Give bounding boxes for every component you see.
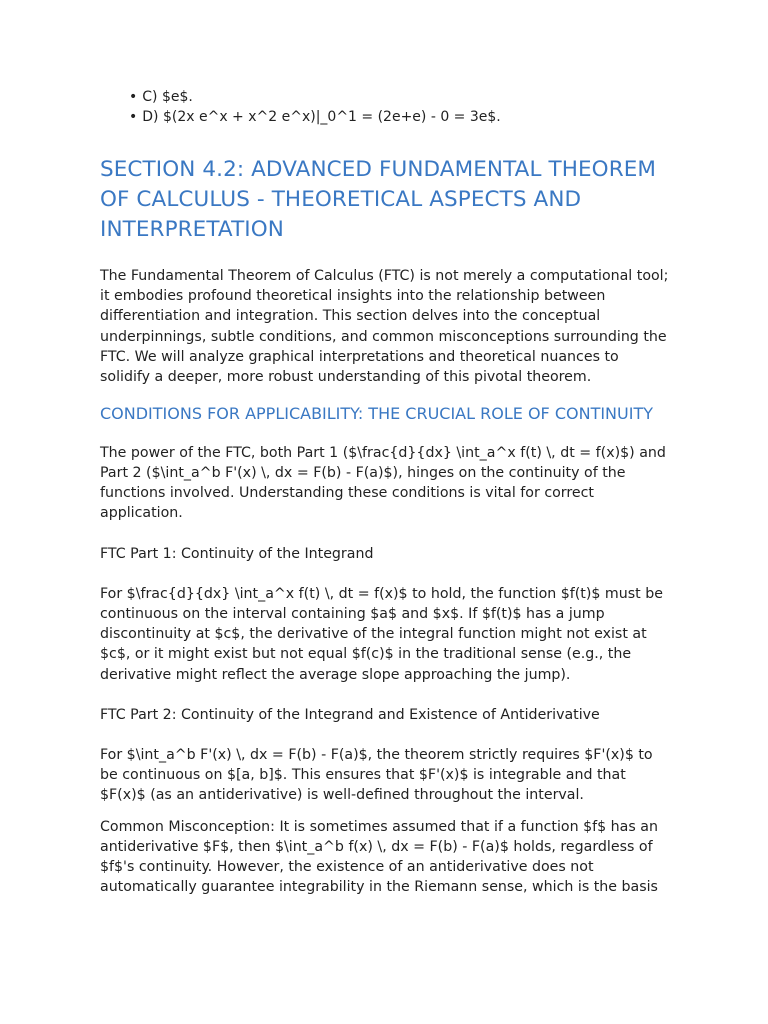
misconception-paragraph bbox=[100, 817, 670, 898]
misconception-label: Common Misconception: bbox=[100, 818, 275, 835]
subsection-title: CONDITIONS FOR APPLICABILITY: THE CRUCIAL ROLE OF CONTINUITY bbox=[100, 404, 653, 424]
ftc-part2-heading: FTC Part 2: Continuity of the Integrand and Existence of Antiderivative bbox=[100, 706, 600, 723]
ftc-part2-paragraph: For $\int_a^b F'(x) \, dx = F(b) - F(a)$, the theorem strictly requires $F'(x)$ to be continuous on $[a, b]$. This ensures that $F'(x)$ is integrable and that $F(x)$ (as an antiderivative) is well-defined throughout the interval. bbox=[100, 746, 653, 804]
answer-option-text: D) $(2x e^x + x^2 e^x)|_0^1 = (2e+e) - 0 = 3e$. bbox=[142, 109, 501, 125]
answer-option-list bbox=[129, 87, 670, 127]
bullet-marker: • bbox=[129, 109, 138, 125]
bullet-marker: • bbox=[129, 89, 138, 105]
ftc-part1-paragraph: For $\frac{d}{dx} \int_a^x f(t) \, dt = f(x)$ to hold, the function $f(t)$ must be continuous on the interval containing $a$ and $x$. If $f(t)$ has a jump discontinuity at $c$, the derivative of the integral function might not exist at $c$, or it might exist but not equal $f(c)$ in the traditional sense (e.g., the derivative might reflect the average slope approaching the jump). bbox=[100, 585, 663, 683]
section-title: SECTION 4.2: ADVANCED FUNDAMENTAL THEOREM OF CALCULUS - THEORETICAL ASPECTS AND INTERPRETATION bbox=[100, 157, 657, 242]
answer-option-d bbox=[129, 107, 670, 127]
intro-paragraph: The Fundamental Theorem of Calculus (FTC) is not merely a computational tool; it embodies profound theoretical insights into the relationship between differentiation and integration. This section delves into the conceptual underpinnings, subtle conditions, and common misconceptions surrounding the FTC. We will analyze graphical interpretations and theoretical nuances to solidify a deeper, more robust understanding of this pivotal theorem. bbox=[100, 268, 669, 386]
document-page bbox=[100, 87, 670, 897]
conditions-paragraph: The power of the FTC, both Part 1 ($\frac{d}{dx} \int_a^x f(t) \, dt = f(x)$) and Part 2 ($\int_a^b F'(x) \, dx = F(b) - F(a)$), hinges on the continuity of the functions involved. Understanding these conditions is vital for correct application. bbox=[100, 444, 666, 522]
answer-option-c bbox=[129, 87, 670, 107]
answer-option-text: C) $e$. bbox=[142, 89, 193, 105]
misconception-text: It is sometimes assumed that if a function $f$ has an antiderivative $F$, then $\int_a^b f(x) \, dx = F(b) - F(a)$ holds, regardless of $f$'s continuity. However, the existence of an antiderivative does not automatically guarantee integrability in the Riemann sense, which is the basis bbox=[100, 818, 658, 896]
ftc-part1-heading: FTC Part 1: Continuity of the Integrand bbox=[100, 545, 374, 562]
